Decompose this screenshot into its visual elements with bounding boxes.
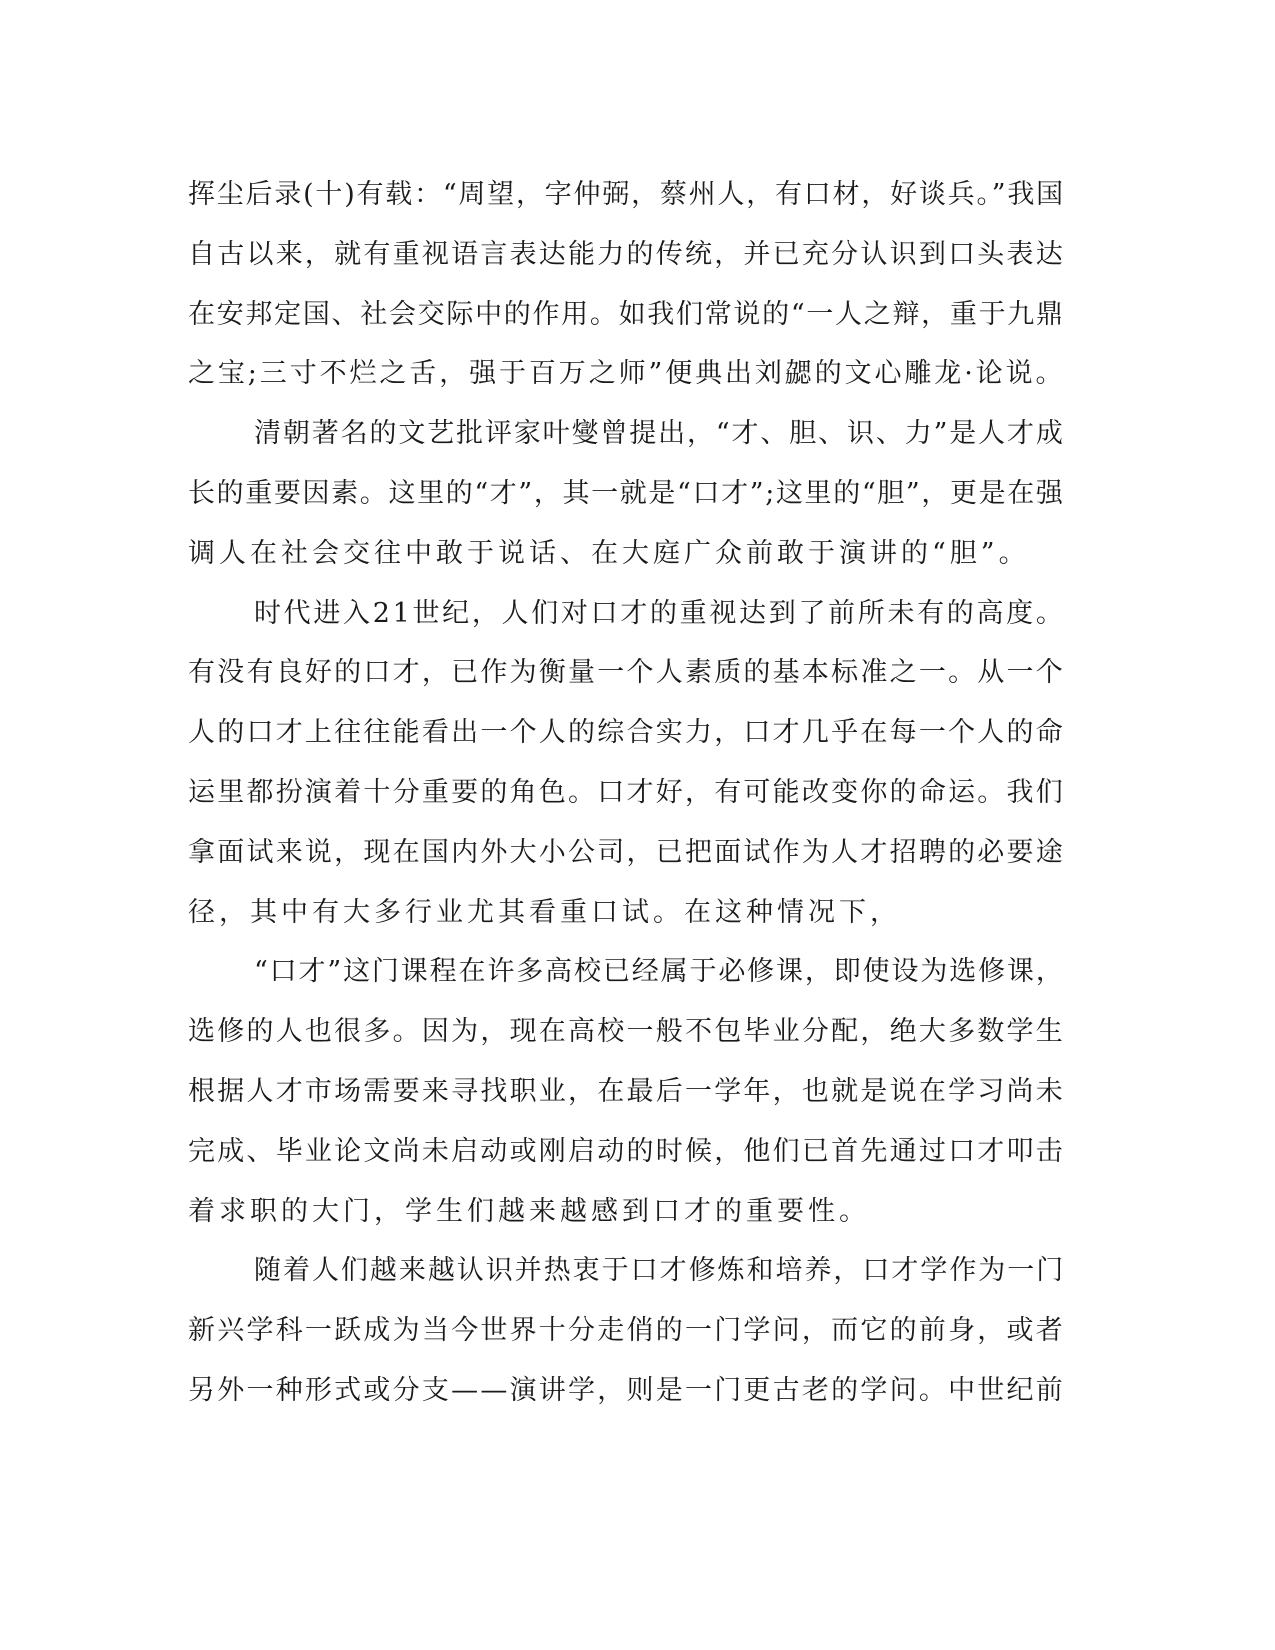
text-line: 选修的人也很多。因为，现在高校一般不包毕业分配，绝大多数学生 bbox=[188, 1016, 1065, 1048]
text-line: 在安邦定国、社会交际中的作用。如我们常说的“一人之辩，重于九鼎 bbox=[188, 298, 1065, 330]
text-line: 之宝;三寸不烂之舌，强于百万之师”便典出刘勰的文心雕龙·论说。 bbox=[188, 358, 1066, 390]
text-line: 调人在社会交往中敢于说话、在大庭广众前敢于演讲的“胆”。 bbox=[188, 537, 1030, 569]
paragraph-first-line: 随着人们越来越认识并热衷于口才修炼和培养，口才学作为一门 bbox=[254, 1255, 1066, 1287]
text-line: 有没有良好的口才，已作为衡量一个人素质的基本标准之一。从一个 bbox=[188, 657, 1065, 689]
text-line: 新兴学科一跃成为当今世界十分走俏的一门学问，而它的前身，或者 bbox=[188, 1315, 1065, 1347]
text-line: 挥尘后录(十)有载：“周望，字仲弼，蔡州人，有口材，好谈兵。”我国 bbox=[188, 179, 1065, 210]
text-line: 自古以来，就有重视语言表达能力的传统，并已充分认识到口头表达 bbox=[188, 238, 1065, 270]
text-line: 人的口才上往往能看出一个人的综合实力，口才几乎在每一个人的命 bbox=[188, 717, 1065, 749]
text-line: 根据人才市场需要来寻找职业，在最后一学年，也就是说在学习尚未 bbox=[188, 1075, 1065, 1107]
paragraph-first-line: “口才”这门课程在许多高校已经属于必修课，即使设为选修课， bbox=[254, 956, 1065, 988]
text-line: 完成、毕业论文尚未启动或刚启动的时候，他们已首先通过口才叩击 bbox=[188, 1135, 1065, 1167]
body-text bbox=[188, 165, 1068, 1421]
paragraph-first-line: 清朝著名的文艺批评家叶燮曾提出，“才、胆、识、力”是人才成 bbox=[254, 418, 1065, 450]
text-line: 另外一种形式或分支——演讲学，则是一门更古老的学问。中世纪前 bbox=[188, 1374, 1065, 1406]
text-line: 径，其中有大多行业尤其看重口试。在这种情况下， bbox=[188, 896, 901, 928]
text-line: 长的重要因素。这里的“才”，其一就是“口才”;这里的“胆”，更是在强 bbox=[188, 477, 1065, 509]
paragraph-first-line: 时代进入21世纪，人们对口才的重视达到了前所未有的高度。 bbox=[254, 597, 1066, 629]
text-line: 着求职的大门，学生们越来越感到口才的重要性。 bbox=[188, 1195, 870, 1227]
text-line: 拿面试来说，现在国内外大小公司，已把面试作为人才招聘的必要途 bbox=[188, 836, 1065, 868]
text-line: 运里都扮演着十分重要的角色。口才好，有可能改变你的命运。我们 bbox=[188, 776, 1065, 808]
